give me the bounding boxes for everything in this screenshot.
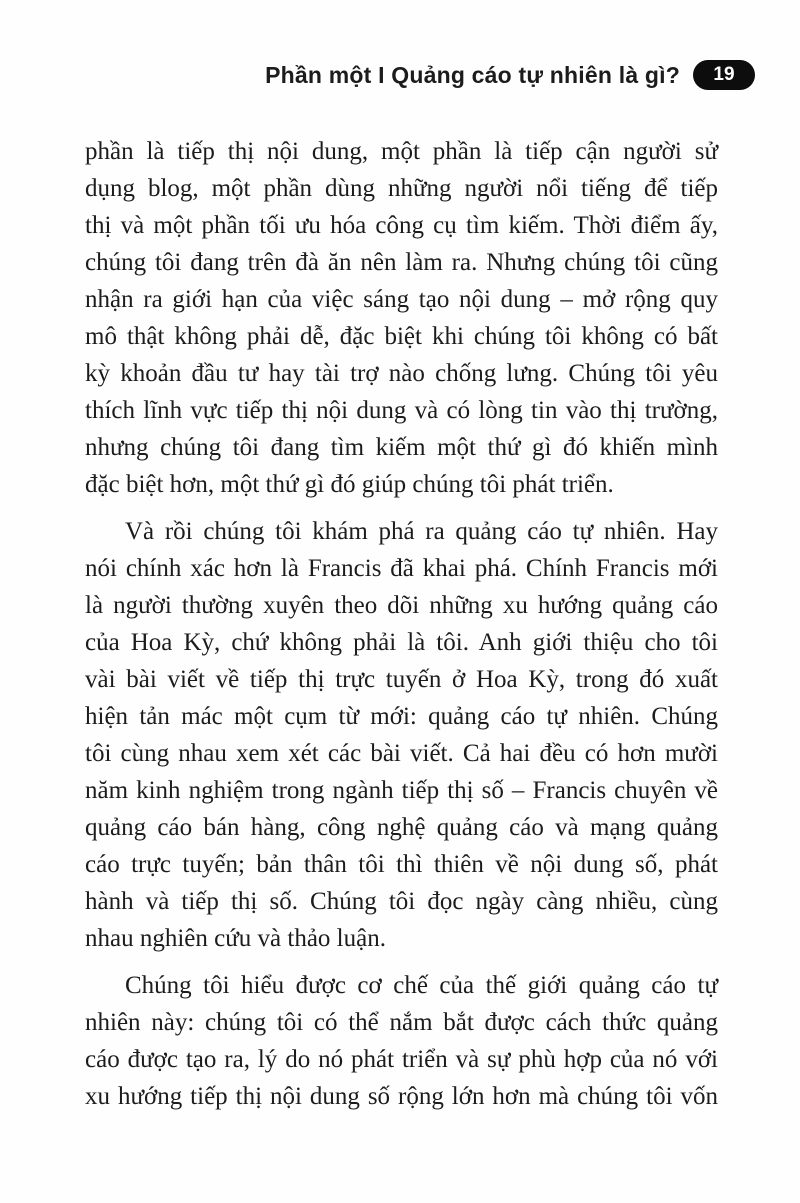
text-line: của Hoa Kỳ, chứ không phải là tôi. Anh giới thiệu cho tôi — [85, 629, 718, 656]
text-line: nhiên này: chúng tôi có thể nắm bắt được cách thức quảng — [85, 1009, 718, 1036]
text-line: thị và một phần tối ưu hóa công cụ tìm kiếm. Thời điểm ấy, — [85, 212, 718, 239]
text-line: là người thường xuyên theo dõi những xu hướng quảng cáo — [85, 592, 718, 619]
text-line: nhau nghiên cứu và thảo luận. — [85, 925, 386, 952]
page-number-badge — [693, 60, 755, 90]
text-line: hiện tản mác một cụm từ mới: quảng cáo tự nhiên. Chúng — [85, 703, 718, 730]
text-line: nói chính xác hơn là Francis đã khai phá. Chính Francis mới — [85, 555, 718, 582]
text-line: kỳ khoản đầu tư hay tài trợ nào chống lưng. Chúng tôi yêu — [85, 360, 718, 387]
text-line: nhận ra giới hạn của việc sáng tạo nội dung – mở rộng quy — [85, 286, 718, 313]
paragraph — [85, 133, 718, 503]
text-line: đặc biệt hơn, một thứ gì đó giúp chúng tôi phát triển. — [85, 471, 614, 498]
text-line: vài bài viết về tiếp thị trực tuyến ở Hoa Kỳ, trong đó xuất — [85, 666, 718, 693]
text-line: nhưng chúng tôi đang tìm kiếm một thứ gì đó khiến mình — [85, 434, 718, 461]
text-line: Và rồi chúng tôi khám phá ra quảng cáo tự nhiên. Hay — [125, 518, 718, 545]
text-line: chúng tôi đang trên đà ăn nên làm ra. Nhưng chúng tôi cũng — [85, 249, 718, 276]
text-line: Chúng tôi hiểu được cơ chế của thế giới quảng cáo tự — [125, 972, 718, 999]
text-line: quảng cáo bán hàng, công nghệ quảng cáo và mạng quảng — [85, 814, 718, 841]
text-line: xu hướng tiếp thị nội dung số rộng lớn hơn mà chúng tôi vốn — [85, 1083, 718, 1110]
running-header — [0, 60, 755, 90]
text-line: hành và tiếp thị số. Chúng tôi đọc ngày càng nhiều, cùng — [85, 888, 718, 915]
paragraph — [85, 967, 718, 1115]
text-line: cáo được tạo ra, lý do nó phát triển và sự phù hợp của nó với — [85, 1046, 718, 1073]
text-line: mô thật không phải dễ, đặc biệt khi chúng tôi không có bất — [85, 323, 718, 350]
text-line: tôi cùng nhau xem xét các bài viết. Cả hai đều có hơn mười — [85, 740, 718, 767]
page-body — [85, 133, 718, 1125]
running-header-title: Phần một I Quảng cáo tự nhiên là gì? — [265, 61, 680, 88]
text-line: dụng blog, một phần dùng những người nổi tiếng để tiếp — [85, 175, 718, 202]
text-line: phần là tiếp thị nội dung, một phần là tiếp cận người sử — [85, 138, 718, 165]
text-line: năm kinh nghiệm trong ngành tiếp thị số – Francis chuyên về — [85, 777, 718, 804]
page-number: 19 — [713, 64, 735, 85]
paragraph — [85, 513, 718, 957]
text-line: thích lĩnh vực tiếp thị nội dung và có lòng tin vào thị trường, — [85, 397, 718, 424]
text-line: cáo trực tuyến; bản thân tôi thì thiên về nội dung số, phát — [85, 851, 718, 878]
